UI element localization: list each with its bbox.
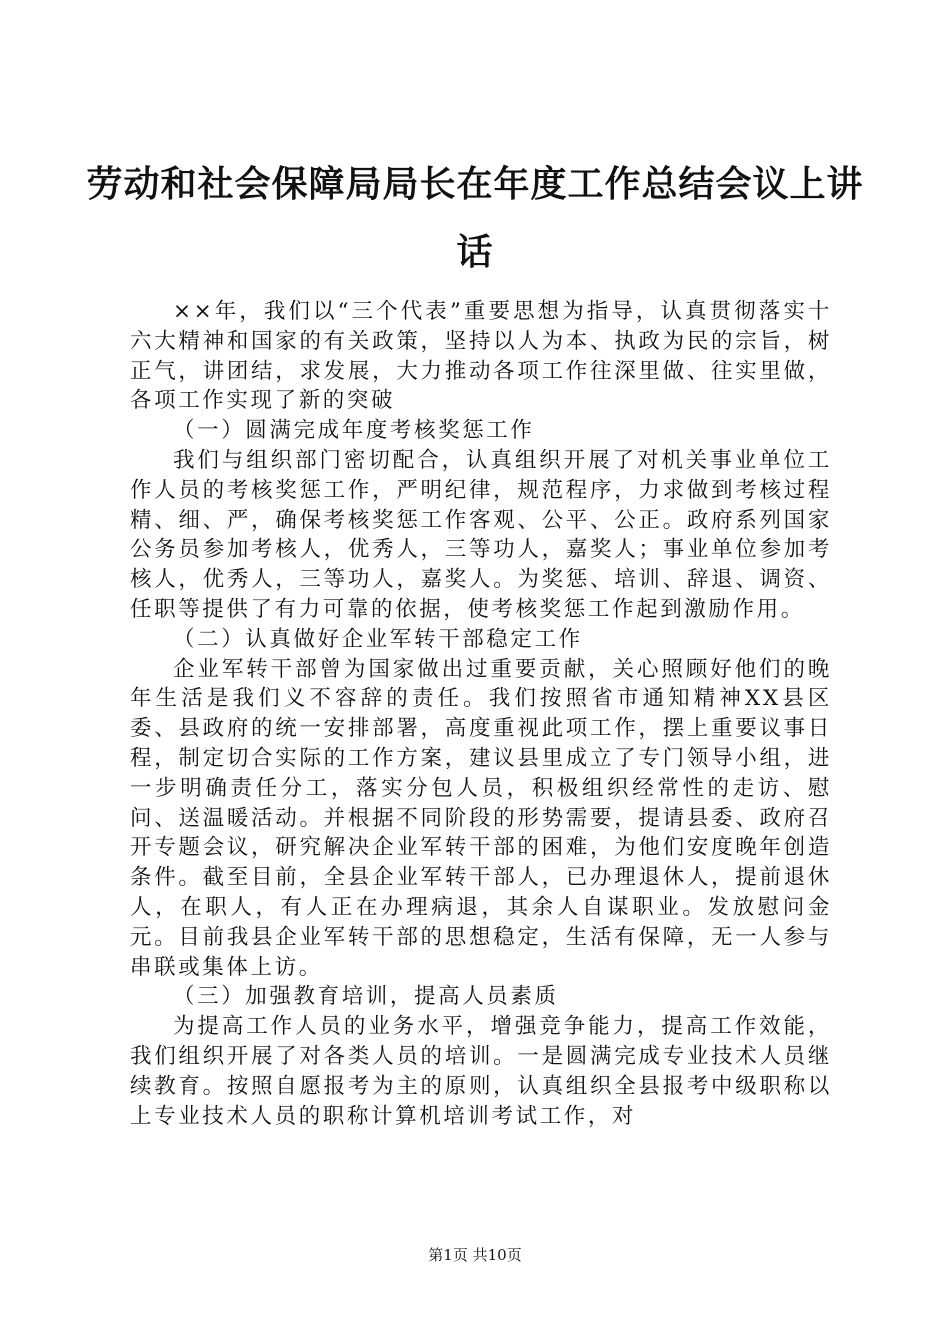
paragraph-section-1: 我们与组织部门密切配合，认真组织开展了对机关事业单位工作人员的考核奖惩工作，严明纪律，规范程序，力求做到考核过程精、细、严，确保考核奖惩工作客观、公平、公正。政府系列国家公务员参加考核人，优秀人，三等功人，嘉奖人；事业单位参加考核人，优秀人，三等功人，嘉奖人。为奖惩、培训、辞退、调资、任职等提供了有力可靠的依据，使考核奖惩工作起到激励作用。: [130, 447, 832, 622]
document-body: [130, 297, 832, 1131]
section-heading-3: （三）加强教育培训，提高人员素质: [173, 984, 559, 1010]
page-number-footer: 第1页 共10页: [428, 1246, 522, 1264]
paragraph-section-2: 企业军转干部曾为国家做出过重要贡献，关心照顾好他们的晚年生活是我们义不容辞的责任。我们按照省市通知精神XX县区委、县政府的统一安排部署，高度重视此项工作，摆上重要议事日程，制定切合实际的工作方案，建议县里成立了专门领导小组，进一步明确责任分工，落实分包人员，积极组织经常性的走访、慰问、送温暖活动。并根据不同阶段的形势需要，提请县委、政府召开专题会议，研究解决企业军转干部的困难，为他们安度晚年创造条件。截至目前，全县企业军转干部人，已办理退休人，提前退休人，在职人，有人正在办理病退，其余人自谋职业。发放慰问金元。目前我县企业军转干部的思想稳定，生活有保障，无一人参与串联或集体上访。: [130, 656, 832, 980]
section-heading-1: （一）圆满完成年度考核奖惩工作: [173, 418, 535, 444]
section-heading-2: （二）认真做好企业军转干部稳定工作: [173, 626, 583, 652]
document-title: 劳动和社会保障局局长在年度工作总结会议上讲话: [86, 163, 864, 273]
paragraph-intro: ××年，我们以“三个代表”重要思想为指导，认真贯彻落实十六大精神和国家的有关政策，坚持以人为本、执政为民的宗旨，树正气，讲团结，求发展，大力推动各项工作往深里做、往实里做，各项工作实现了新的突破: [130, 299, 832, 414]
paragraph-section-3: 为提高工作人员的业务水平，增强竞争能力，提高工作效能，我们组织开展了对各类人员的培训。一是圆满完成专业技术人员继续教育。按照自愿报考为主的原则，认真组织全县报考中级职称以上专业技术人员的职称计算机培训考试工作，对: [130, 1014, 832, 1129]
